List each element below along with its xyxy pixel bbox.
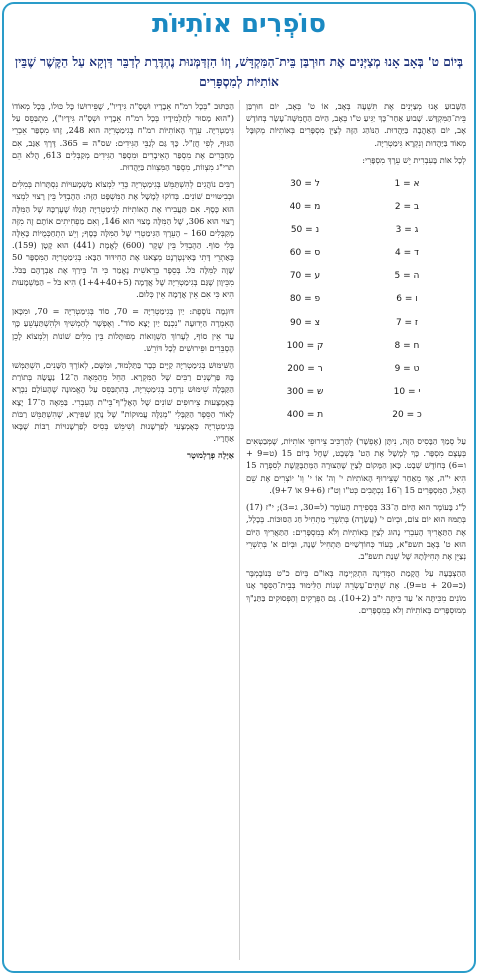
body-paragraph: הַכַּתּוּב "בְּכָל רמ"ח אֵבָרָיו וּשְׁסָ"ה גִּידָיו", שֶׁפֵּירוּשׁוֹ כָּל כּוּלוֹ, בְּכָל מְאוֹדוֹ ("הוּא מָסוּר לְתַלְמִידָיו בְּכָל רמ"ח אֵבָרָיו וּשְׁסָ"ה גִּידָיו"), מִתְבַּסֵּס עַל גִּימַטְרִיָּה. עֵרֶךְ הָאוֹתִיּוֹת רמ"ח בְּגִימַטְרִיָּה הוּא 248, זֶהוּ מִסְפַּר אֵבְרֵי הַגּוּף, לְפִי חֲזַ"ל. כָּךְ גַּם לְגַבֵּי הַגִּידִים: שס"ה = 365. דֶּרֶךְ אַגַּב, אִם מְחַבְּרִים אֶת מִסְפַּר הָאֵיבָרִים וּמִסְפַּר הַגִּידִים מְקַבְּלִים 613, הֲלֹא הֵם תרי"ג מִצְווֹת, מִסְפַּר הַמִּצְווֹת בַּיַּהֲדוּת. (12, 101, 234, 173)
table-cell: ג = 3 (395, 224, 419, 235)
table-cell: ז = 7 (395, 317, 419, 328)
body-paragraph: עַל סְמַךְ הַבָּסִיס הַזֶּה, נִיתָּן (אֶפְשָׁר) לְהַרְכִּיב צֵירוּפֵי אוֹתִיּוֹת, שֶׁמְּבַטְּאִים בְּעֶצֶם מִסְפָּר. כָּךְ לְמָשָׁל אֶת הַט' בְּשְׁבָט, שֶׁחָל בְּיוֹם 15 (ט=9 + ו=6) בְּחוֹדֶשׁ שְׁבָט. כָּאן הַמָּקוֹם לְצַיֵּן שֶׁהַצּוּרָה הַמְּתַבֶּקֶּשֶׁת לְסִפְרָה 15 הִיא י"ה, אַךְ מֵאַחַר שֶׁצֵּירוּף הָאוֹתִיּוֹת י' וְה' אוֹ י' וְו' יוֹצְרִים אֶת שֵׁם הָאֵל, הַמִּסְפָּרִים 15 וְ־16 נִכְתָּבִים כְּט"ו וְט"ז (9+6 אוֹ 9+7). (246, 436, 466, 495)
table-cell: נ = 50 (290, 224, 320, 235)
intro-paragraph: הַשָּׁבוּעַ אָנוּ מְצַיְּנִים אֶת תִּשְׁעָה בְּאָב, אוֹ ט' בְּאָב, יוֹם חוּרְבַּן בֵּית־הַמִּקְדָּשׁ. שָׁבוּעַ אַחַר־כָּךְ יַגִּיעַ ט"ו בְּאָב, הַיּוֹם הַחֲמִשָּׁה־עָשָׂר בְּחוֹדֶשׁ אָב, יוֹם הָאַהֲבָה בַּיַּהֲדוּת. הַנּוֹהַג הַזֶּה לְצַיֵּן מִסְפָּרִים בְּאוֹתִיּוֹת מְקוּבָּל מְאוֹד בַּיַּהֲדוּת וְנִקְרָא גִּימַטְרִיָּה. (246, 101, 466, 148)
table-row (246, 288, 466, 311)
table-cell: ש = 300 (286, 387, 324, 398)
table-intro: לְכָל אוֹת בָּעִבְרִית יֵשׁ עֵרֶךְ מִסְפָּרִי: (362, 154, 466, 165)
body-paragraph: הַשִּׁימּוּשׁ בְּגִימַטְרִיָּה קַיָּים כְּבָר בַּתַּלְמוּד, וּמִשָּׁם, לְאוֹרֶךְ הַשָּׁנִים, הִשְׁתַּמְּשׁוּ בָּהּ פַּרְשָׁנִים רַבִּים שֶׁל הַמִּקְרָא. הַחֵל מֵהַמֵּאָה הַ־12 נַעֲשָׂה בְּתוֹרַת הַקַּבָּלָה שִׁימּוּשׁ נִרְחָב בְּגִימַטְרִיָּה, בְּהִתְבַּסֵּס עַל הָאֱמוּנָה שֶׁהָעוֹלָם נִבְרָא בְּאֶמְצָעוּת צֵירוּפִים שׁוֹנִים שֶׁל הָאָלֶ"ף־בֵּי"ת הָעִבְרִי. בַּמֵּאָה הַ־17 יָצָא לָאוֹר הַסֵּפֶר הַקַּבָּלִי "מְגַלֶּה עֲמוּקוֹת" שֶׁל נָתָן שַׁפִּירָא, שֶׁהִשְׁתַּמֵּשׁ רַבּוֹת בְּגִימַטְרִיָּה כְּאֶמְצָעִי לְפַרְשָׁנוּת וְשִׁימֵּשׁ בְּסִיס לְפַרְשָׁנוּיוֹת רַבּוֹת שֶׁבָּאוּ אַחֲרָיו. (12, 360, 234, 444)
table-row (246, 172, 466, 195)
table-cell: ו = 6 (396, 294, 418, 305)
table-cell: כ = 20 (392, 410, 422, 421)
table-row (246, 404, 466, 427)
letter-value-table (246, 172, 466, 427)
right-column (246, 100, 466, 621)
table-row (246, 218, 466, 241)
page-title: סוֹפְרִים אוֹתִיּוֹת (151, 9, 327, 39)
table-cell: ע = 70 (289, 271, 321, 282)
table-row (246, 265, 466, 288)
table-cell: א = 1 (394, 178, 420, 189)
column-divider (239, 100, 240, 960)
table-cell: ר = 200 (287, 364, 323, 374)
body-paragraph: הַהַצְבָּעָה עַל הֲקָמַת הַמְּדִינָה הִתְקַיְּימָה בְּאוֹ"ם בְּיוֹם כ"ט בְּנוֹבֶמְבֶּר (כ=20 + ט=9). אֶת שְׁתֵּים־עֶשְׂרֵה שְׁנוֹת הַלִּימוּד בְּבֵית־הַסֵּפֶר אָנוּ מוֹנִים מִכִּיתָּה א' עַד כִּיתָּה י"ב (10+2). גַּם הַפְּרָקִים וְהַפְּסוּקִים בַּתַּנַ"ךְ מְמוּסְפָּרִים בְּאוֹתִיּוֹת וְלֹא בְּמִסְפָּרִים. (246, 568, 466, 615)
author-byline: אַיָּלָה פְרֶלְמוּטֶר (186, 450, 234, 461)
table-cell: ב = 2 (394, 201, 420, 212)
table-cell: ס = 60 (289, 248, 321, 259)
table-cell: ח = 8 (394, 340, 420, 351)
table-cell: מ = 40 (289, 201, 321, 212)
table-cell: ק = 100 (286, 340, 324, 351)
table-row (246, 381, 466, 404)
table-row (246, 358, 466, 381)
table-cell: ד = 4 (395, 248, 419, 259)
table-row (246, 334, 466, 357)
body-paragraph: רַבִּים נוֹהֲגִים לְהִשְׁתַּמֵּשׁ בְּגִימַטְרִיָּה כְּדֵי לִמְצוֹא מַשְׁמָעוּיוֹת נִסְתָּרוֹת בְּמִלִּים וּבְבִיטּוּיִים שׁוֹנִים. בְּדוֹקוּ לְמָשָׁל אֶת הַמִּשְׁפָּט הַזֶּה: הַהֶבְדֵּל בֵּין רָצוּי לִמְצוּי הוּא כֶּסֶף. אִם תַּעֲבִירוּ אֶת הָאוֹתִיּוֹת לְגִימַטְרִיָּה תְּגַלּוּ שֶׁעֶרְכָּהּ שֶׁל הַמִּלָּה רָצוּי הוּא 306, שֶׁל הַמִּלָּה מָצוּי הוּא 146, וְאִם מַפְחִיתִים אוֹתָם זֶה מִזֶּה מְקַבְּלִים 160 – הָעֵרֶךְ הַגִּימַטְרִי שֶׁל הַמִּלָּה כֶּסֶף; וְיֵשׁ הִתְחַכְּמֻיּוֹת כָּאֵלֶּה בְּלִי סוֹף. הַהֶבְדֵּל בֵּין שֶׁקֶר (600) לֶאֱמֶת (441) הוּא קָטָן (159). בְּאַתְרֵי דָּתִי בָּאִינְטֶרְנֶט מְצָאנוּ אֶת הַחִידּוּד הַבָּא: בְּגִימַטְרִיָּה הַמִּסְפָּר 50 שָׁוֶה לַמִּלָּה כֹּל. בְּסֵפֶר בְּרֵאשִׁית נֶאֱמַר כִּי ה' בֵּירַךְ אֶת אַבְרָהָם בַּכֹּל. מִכֵּיוָון שֶׁגַּם בְּגִימַטְרִיָּה שֶׁל אֲדָמָה (1+4+40+5) הִיא כֹּל – הַמַּשְׁמָעוּת הִיא כִּי אִם אֵין אֲדָמָה אֵין כְּלוּם. (12, 179, 234, 300)
table-cell: פ = 80 (289, 294, 321, 305)
table-cell: ה = 5 (394, 271, 420, 282)
page-subtitle: בְּיוֹם ט' בְּאָב אָנוּ מְצַיְּנִים אֶת חוּרְבַּן בֵּית־הַמִּקְדָּשׁ, וְזוֹ הִזְדַּמְּנוּת נֶהְדֶּרֶת לְדַבֵּר דַּוְקָא עַל הַקֶּשֶׁר שֶׁבֵּין אוֹתִיּוֹת לְמִסְפָּרִים (15, 55, 463, 89)
table-cell: צ = 90 (289, 317, 321, 328)
table-cell: ת = 400 (286, 410, 324, 421)
table-row (246, 311, 466, 334)
table-cell: י = 10 (393, 387, 421, 398)
left-column (12, 100, 234, 462)
table-row (246, 195, 466, 218)
table-cell: ל = 30 (290, 178, 320, 189)
table-cell: ט = 9 (394, 364, 420, 374)
body-paragraph: לַ"ג בָּעוֹמֶר הוּא הַיּוֹם הַ־33 בִּסְפִירַת הָעוֹמֶר (ל=30, ג=3); י"ז (17) בְּתַמּוּז הוּא יוֹם צוֹם, וּבְיוֹם י' (עֲשָׂרָה) בְּתִשְׁרֵי מַתְחִיל חַג הַסּוּכּוֹת. בְּכָלָל, אֶת הַתַּאֲרִיךְ הָעִבְרִי נָהוּג לְצַיֵּן בְּאוֹתִיּוֹת וְלֹא בְּמִסְפָּרִים: הַתַּאֲרִיךְ הַיּוֹם הוּא ט' בְּאָב תשפ"א, בְּעוֹד כְּחוֹדְשַׁיִים תַּתְחִיל שָׁנָה, וּבְיוֹם א' בְּתִשְׁרֵי נְצַיֵּן אֶת תְּחִילָּתָהּ שֶׁל שְׁנַת תשפ"ב. (246, 502, 466, 561)
table-row (246, 242, 466, 265)
body-paragraph: דּוּגְמָה נוֹסֶפֶת: יַיִן בְּגִימַטְרִיָּה = 70, סוֹד בְּגִימַטְרִיָּה = 70, וּמִכָּאן הָאִמְרָה הַיְּדוּעָה "נִכְנַס יַיִן יָצָא סוֹד". וְאֶפְשָׁר לְהַמְשִׁיךְ וּלְהִשְׁתַּעְשֵׁעַ כָּךְ עַד אֵין סוֹף, לְעָרוֹךְ הַשְׁוָואוֹת מְפוּתָּלוֹת בֵּין מִלִּים שׁוֹנוֹת וְלִמְצוֹא לָכֵן הֶסְבֵּרִים וּפֵירוּשִׁים לְכָל דּוֹרֵשׁ. (12, 306, 234, 353)
